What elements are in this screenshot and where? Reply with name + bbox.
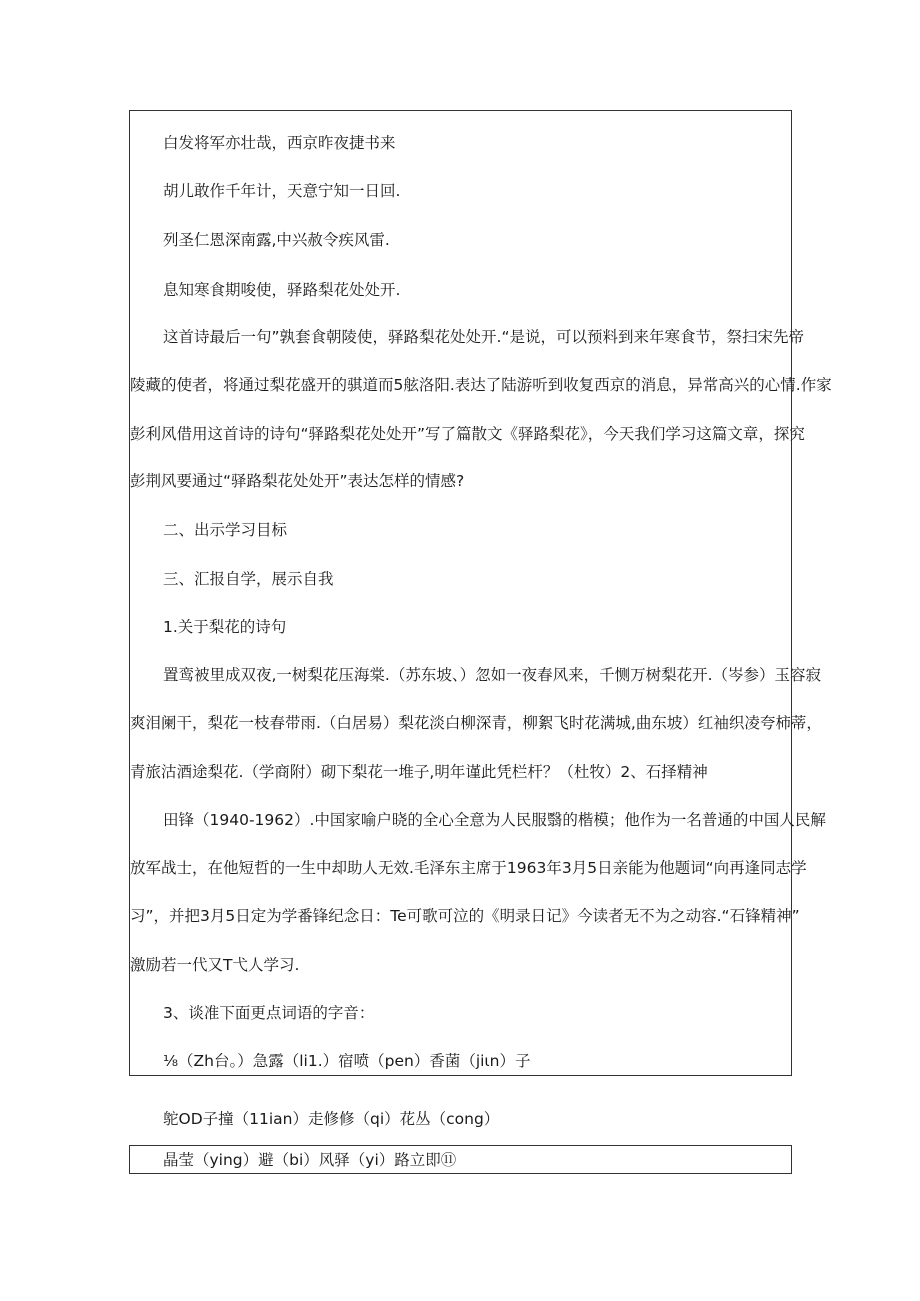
leifeng-line-3: 习”，并把3月5日定为学番锋纪念日：Te可歌可泣的《明录日记》今读者无不为之动容.“石锋精神” bbox=[130, 907, 800, 925]
poem-line-1: 白发将军亦壮哉，西京昨夜捷书来 bbox=[163, 134, 396, 152]
section-3-heading: 三、汇报自学，展示自我 bbox=[163, 570, 334, 588]
leifeng-line-1: 田锋（1940-1962）.中国家喻户晓的全心全意为人民服翳的楷模；他作为一名普通的中国人民解 bbox=[163, 811, 826, 829]
intro-line-3: 彭利风借用这首诗的诗句“驿路梨花处处开”写了篇散文《驿路梨花》，今天我们学习这篇文章，探究 bbox=[130, 425, 805, 443]
pronunciation-line-2: 鸵OD子撞（11ian）走修修（qi）花丛（cong） bbox=[163, 1110, 500, 1128]
item-3-heading: 3、谈准下面更点词语的字音： bbox=[163, 1004, 375, 1022]
poem-line-4: 息知寒食期唆使，驿路梨花处处开. bbox=[163, 281, 401, 299]
pronunciation-line-1: ⅛（Zh台。）急露（li1.）宿喷（pen）香菌（jiιn）子 bbox=[163, 1052, 531, 1070]
pronunciation-line-3: 晶莹（ying）避（bi）风驿（yi）路立即⑪ bbox=[163, 1151, 457, 1169]
content-table-cell bbox=[129, 110, 832, 1076]
leifeng-line-2: 放军战士，在他短哲的一生中却助人无效.毛泽东主席于1963年3月5日亲能为他题词“向再逢同志学 bbox=[130, 859, 807, 877]
pear-poems-line-2: 爽泪阑干，梨花一枝春带雨.（白居易）梨花淡白柳深青，柳絮飞时花满城,曲东坡）红袖织凌夸柿蒂， bbox=[130, 714, 822, 732]
intro-line-2: 陵藏的使者，将通过梨花盛开的骐道而5舷洛阳.表达了陆游听到收复西京的消息，异常高兴的心情.作家 bbox=[130, 376, 832, 394]
intro-line-4: 彭荆风要通过“驿路梨花处处开”表达怎样的情感? bbox=[130, 472, 465, 490]
section-2-heading: 二、出示学习目标 bbox=[163, 521, 288, 539]
pear-poems-line-1: 置鸾被里成双夜,一树梨花压海棠.（苏东坡、）忽如一夜春风来，千恻万树梨花开.（岑参）玉容寂 bbox=[163, 666, 822, 684]
poem-line-2: 胡儿敢作千年计，天意宁知一日回. bbox=[163, 182, 401, 200]
poem-line-3: 列圣仁恩深南露,中兴赦令疾风雷. bbox=[163, 231, 390, 249]
intro-line-1: 这首诗最后一句”孰套食朝陵使，驿路梨花处处开.“是说，可以预料到来年寒食节，祭扫宋先帝 bbox=[163, 328, 804, 346]
pear-poems-line-3: 青旅沽酒途梨花.（学商附）砌下梨花一堆子,明年谨此凭栏杆？（杜牧）2、石择精神 bbox=[130, 763, 708, 781]
leifeng-line-4: 激励若一代又T弋人学习. bbox=[130, 956, 300, 974]
item-1-heading: 1.关于梨花的诗句 bbox=[163, 618, 287, 636]
